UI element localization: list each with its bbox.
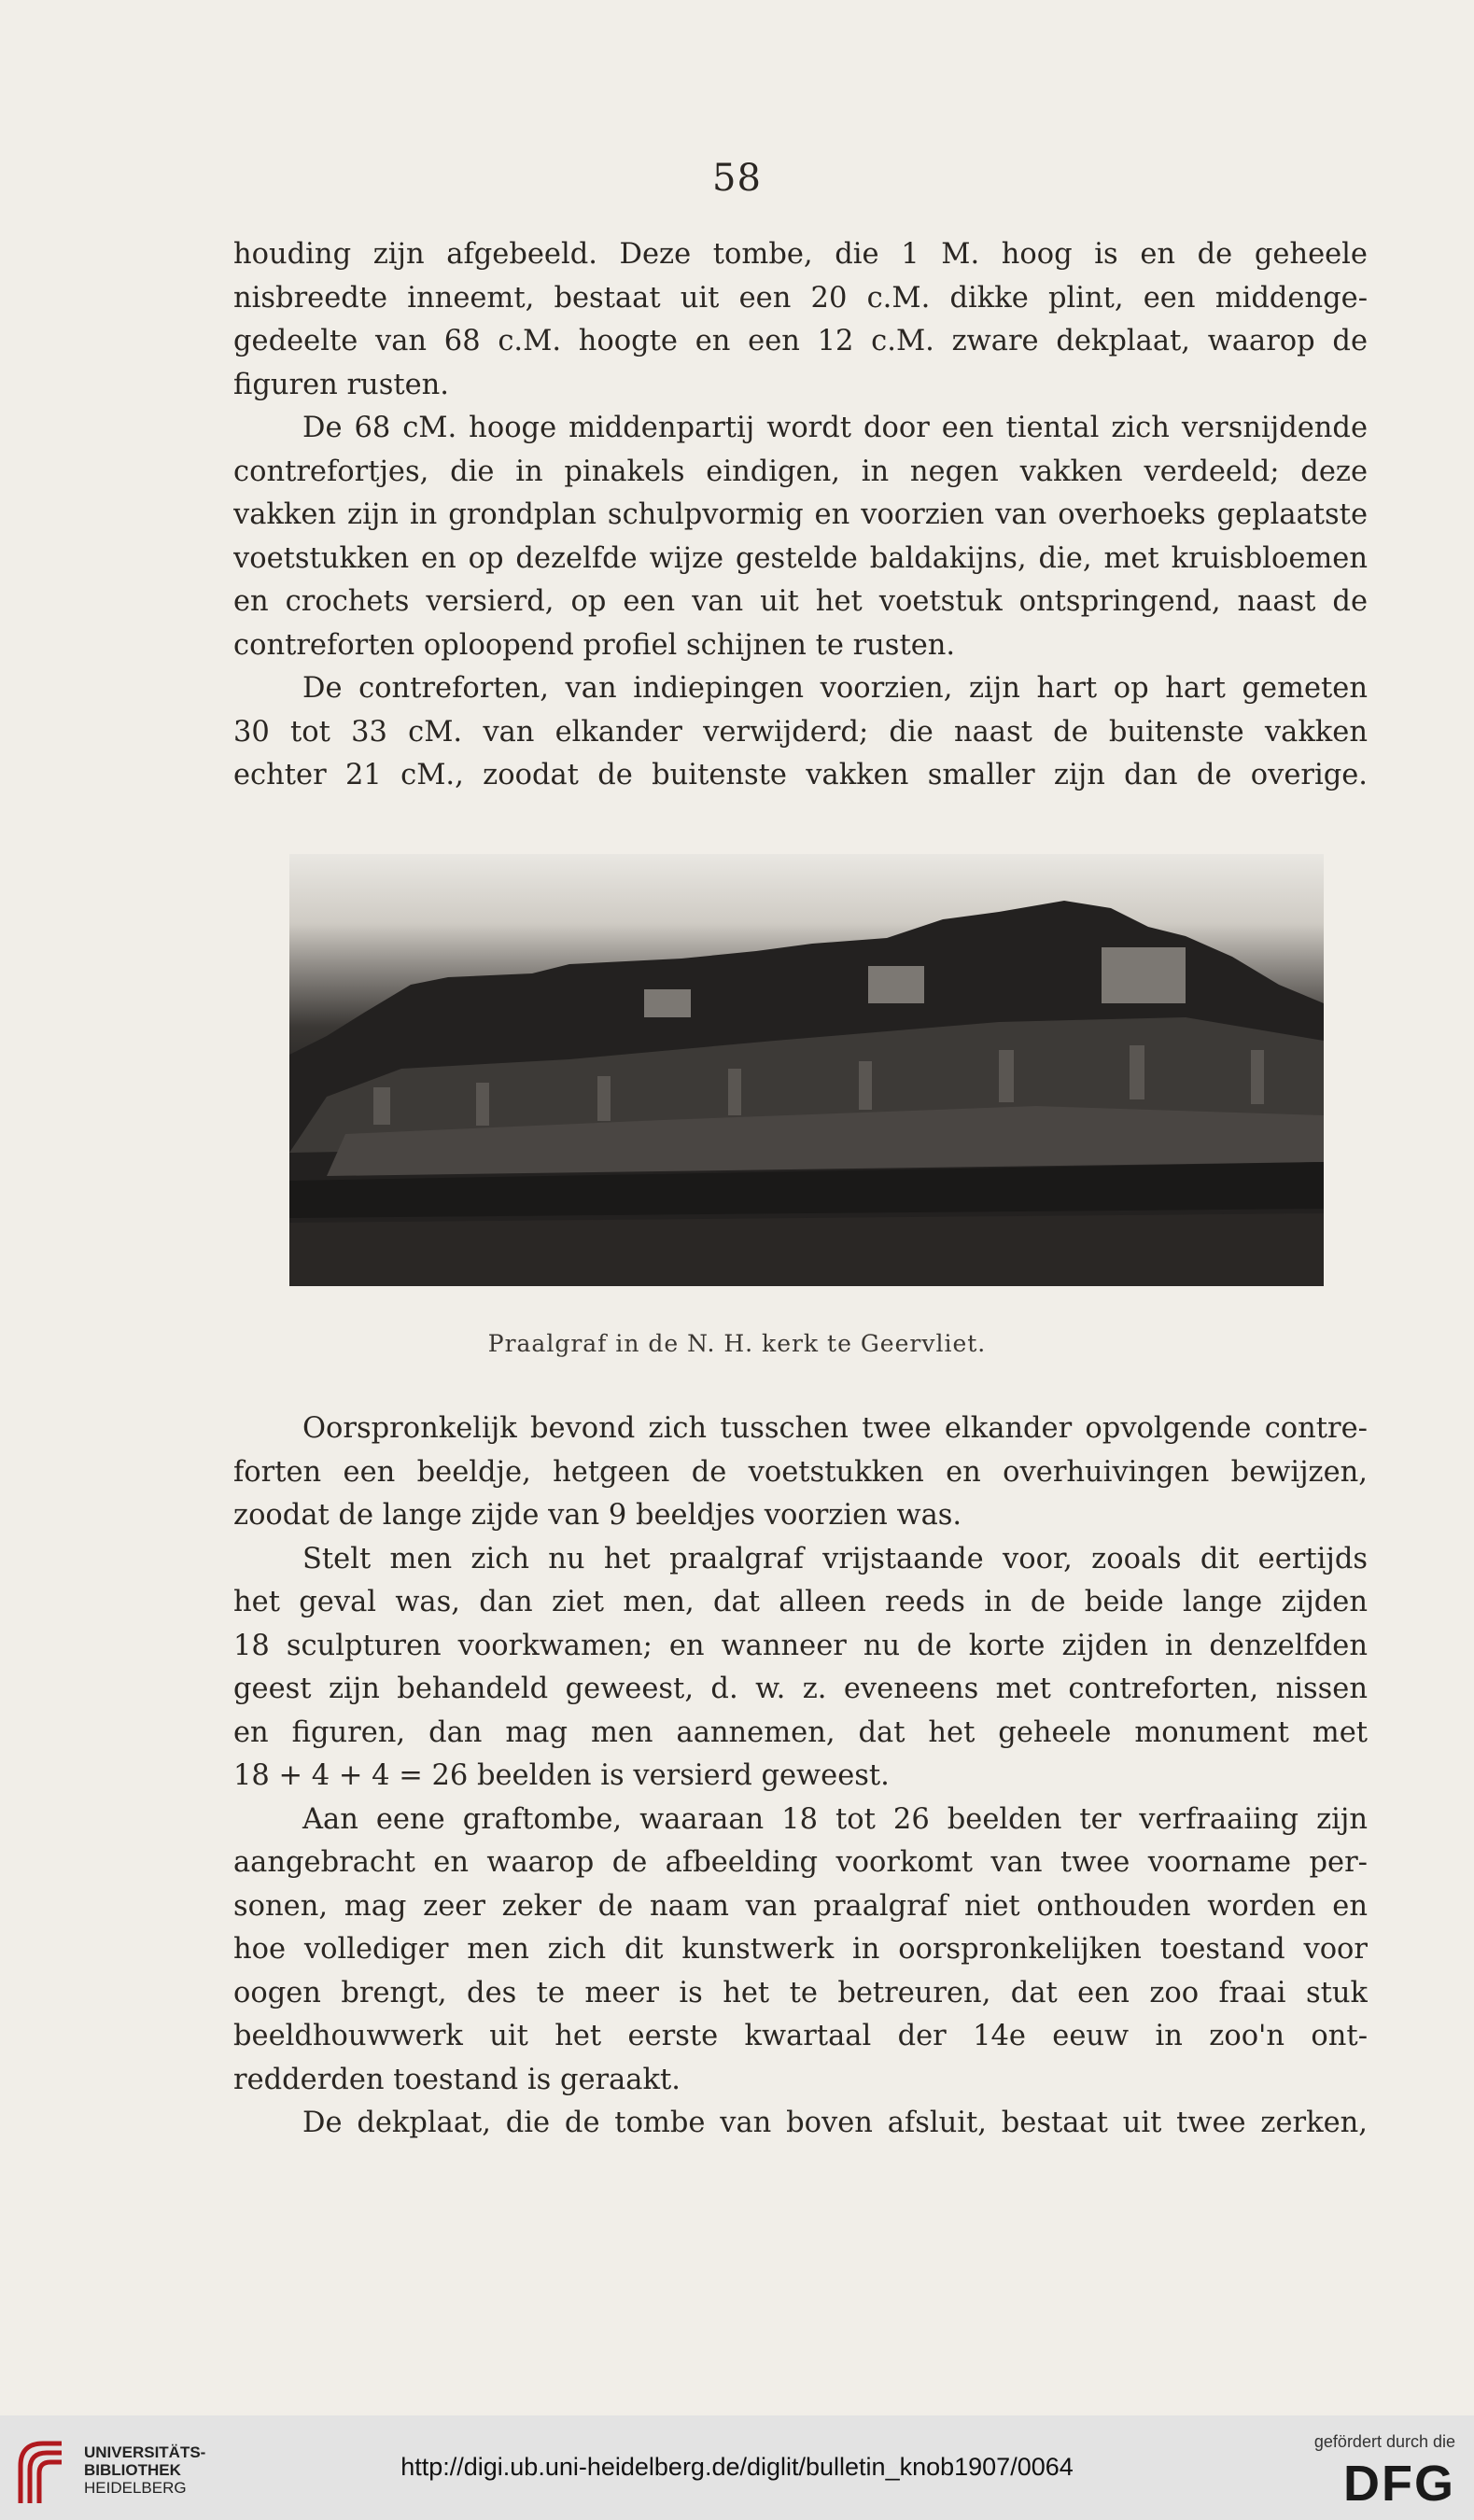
library-name-line: HEIDELBERG [84,2479,187,2497]
text-line: echter 21 cM., zoodat de buitenste vakken smaller zijn dan de overige. [233,759,1368,791]
text-line: 18 sculpturen voorkwamen; en wanneer nu de korte zijden in denzelfden [233,1629,1368,1662]
text-line: gedeelte van 68 c.M. hoogte en een 12 c.M. zware dekplaat, waarop de [233,325,1368,357]
text-line: De contreforten, van indiepingen voorzien, zijn hart op hart gemeten [302,672,1368,705]
text-line: geest zijn behandeld geweest, d. w. z. eveneens met contreforten, nissen [233,1673,1368,1705]
text-line: 30 tot 33 cM. van elkander verwijderd; die naast de buitenste vakken [233,715,1368,749]
text-line: Aan eene graftombe, waaraan 18 tot 26 beelden ter verfraaiing zijn [302,1802,1368,1836]
text-line: en crochets versierd, op een van uit het voetstuk ontspringend, naast de [233,585,1368,618]
text-line: houding zijn afgebeeld. Deze tombe, die 1 M. hoog is en de geheele [233,238,1368,271]
text-line: De dekplaat, die de tombe van boven afsluit, bestaat uit twee zerken, [302,2107,1368,2139]
text-line: De 68 cM. hooge middenpartij wordt door een tiental zich versnijdende [302,412,1368,444]
text-line: Oorspronkelijk bevond zich tusschen twee elkander opvolgende contre- [302,1412,1368,1445]
text-line: oogen brengt, des te meer is het te betreuren, dat een zoo fraai stuk [233,1976,1368,2009]
text-line: 18 + 4 + 4 = 26 beelden is versierd geweest. [233,1759,890,1792]
library-name-line: BIBLIOTHEK [84,2461,181,2479]
text-line: hoe vollediger men zich dit kunstwerk in oorspronkelijken toestand voor [233,1933,1368,1966]
library-name-line: UNIVERSITÄTS- [84,2443,206,2461]
text-line: en figuren, dan mag men aannemen, dat het geheele monument met [233,1715,1368,1749]
text-block-bottom [233,1407,1368,2146]
figure-caption: Praalgraf in de N. H. kerk te Geervliet. [487,1330,987,1357]
digitization-footer [0,2415,1474,2520]
text-line: figuren rusten. [233,368,449,401]
funding-label: gefördert durch die [1313,2432,1455,2451]
text-line: Stelt men zich nu het praalgraf vrijstaande voor, zooals dit eertijds [302,1542,1368,1575]
text-line: zoodat de lange zijde van 9 beeldjes voorzien was. [233,1499,962,1532]
text-line: aangebracht en waarop de afbeelding voorkomt van twee voorname per- [233,1846,1368,1879]
text-line: contrefortjes, die in pinakels eindigen, in negen vakken verdeeld; deze [233,455,1368,488]
tomb-photograph [289,854,1324,1286]
text-line: nisbreedte inneemt, bestaat uit een 20 c.M. dikke plint, een middenge- [233,281,1368,315]
dfg-logo: DFG [1343,2456,1455,2512]
text-line: het geval was, dan ziet men, dat alleen reeds in de beide lange zijden [233,1586,1368,1618]
text-block-top [233,233,1368,798]
text-line: vakken zijn in grondplan schulpvormig en voorzien van overhoeks geplaatste [233,498,1368,531]
text-line: beeldhouwwerk uit het eerste kwartaal der 14e eeuw in zoo'n ont- [233,2020,1368,2052]
text-line: forten een beeldje, hetgeen de voetstukken en overhuivingen bewijzen, [233,1455,1368,1489]
tomb-photo-illustration [289,854,1324,1286]
text-line: voetstukken en op dezelfde wijze gestelde baldakijns, die, met kruisbloemen [233,541,1368,575]
text-line: sonen, mag zeer zeker de naam van praalgraf niet onthouden worden en [233,1889,1368,1923]
text-line: contreforten oploopend profiel schijnen te rusten. [233,628,956,662]
text-line: redderden toestand is geraakt. [233,2063,681,2096]
page-number: 58 [712,157,762,200]
source-url-link[interactable]: http://digi.ub.uni-heidelberg.de/diglit/bulletin_knob1907/0064 [400,2453,1074,2481]
